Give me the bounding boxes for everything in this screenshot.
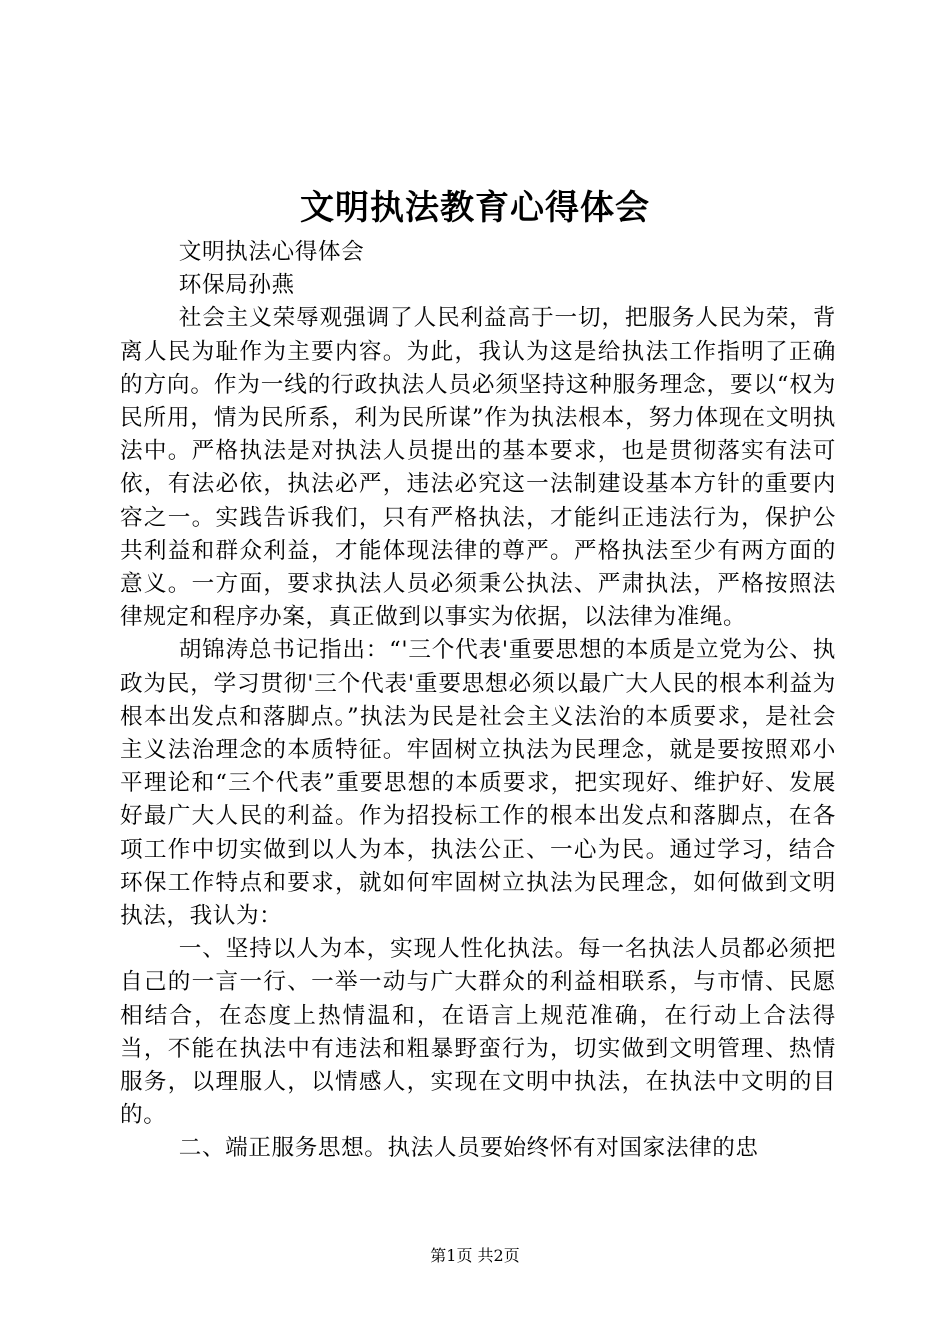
document-body <box>120 236 836 1166</box>
document-subtitle: 文明执法心得体会 <box>178 239 365 265</box>
document-author: 环保局孙燕 <box>178 272 295 299</box>
document-title: 文明执法教育心得体会 <box>300 188 650 228</box>
paragraph: 社会主义荣辱观强调了人民利益高于一切，把服务人民为荣，背离人民为耻作为主要内容。为此，我认为这是给执法工作指明了正确的方向。作为一线的行政执法人员必须坚持这种服务理念，要以“权为民所用，情为民所系，利为民所谋”作为执法根本，努力体现在文明执法中。严格执法是对执法人员提出的基本要求，也是贯彻落实有法可依，有法必依，执法必严，违法必究这一法制建设基本方针的重要内容之一。实践告诉我们，只有严格执法，才能纠正违法行为，保护公共利益和群众利益，才能体现法律的尊严。严格执法至少有两方面的意义。一方面，要求执法人员必须秉公执法、严肃执法，严格按照法律规定和程序办案，真正做到以事实为依据，以法律为准绳。 <box>120 305 836 631</box>
paragraph: 胡锦涛总书记指出：“'三个代表'重要思想的本质是立党为公、执政为民，学习贯彻'三个代表'重要思想必须以最广大人民的根本利益为根本出发点和落脚点。”执法为民是社会主义法治的本质要求，是社会主义法治理念的本质特征。牢固树立执法为民理念，就是要按照邓小平理论和“三个代表”重要思想的本质要求，把实现好、维护好、发展好最广大人民的利益。作为招投标工作的根本出发点和落脚点，在各项工作中切实做到以人为本，执法公正、一心为民。通过学习，结合环保工作特点和要求，就如何牢固树立执法为民理念，如何做到文明执法，我认为： <box>120 637 836 930</box>
page-number-footer: 第1页 共2页 <box>430 1246 520 1265</box>
paragraph: 二、端正服务思想。执法人员要始终怀有对国家法律的忠 <box>178 1135 759 1162</box>
paragraph: 一、坚持以人为本，实现人性化执法。每一名执法人员都必须把自己的一言一行、一举一动与广大群众的利益相联系，与市情、民愿相结合，在态度上热情温和，在语言上规范准确，在行动上合法得当，不能在执法中有违法和粗暴野蛮行为，切实做到文明管理、热情服务，以理服人，以情感人，实现在文明中执法，在执法中文明的目的。 <box>120 936 836 1129</box>
